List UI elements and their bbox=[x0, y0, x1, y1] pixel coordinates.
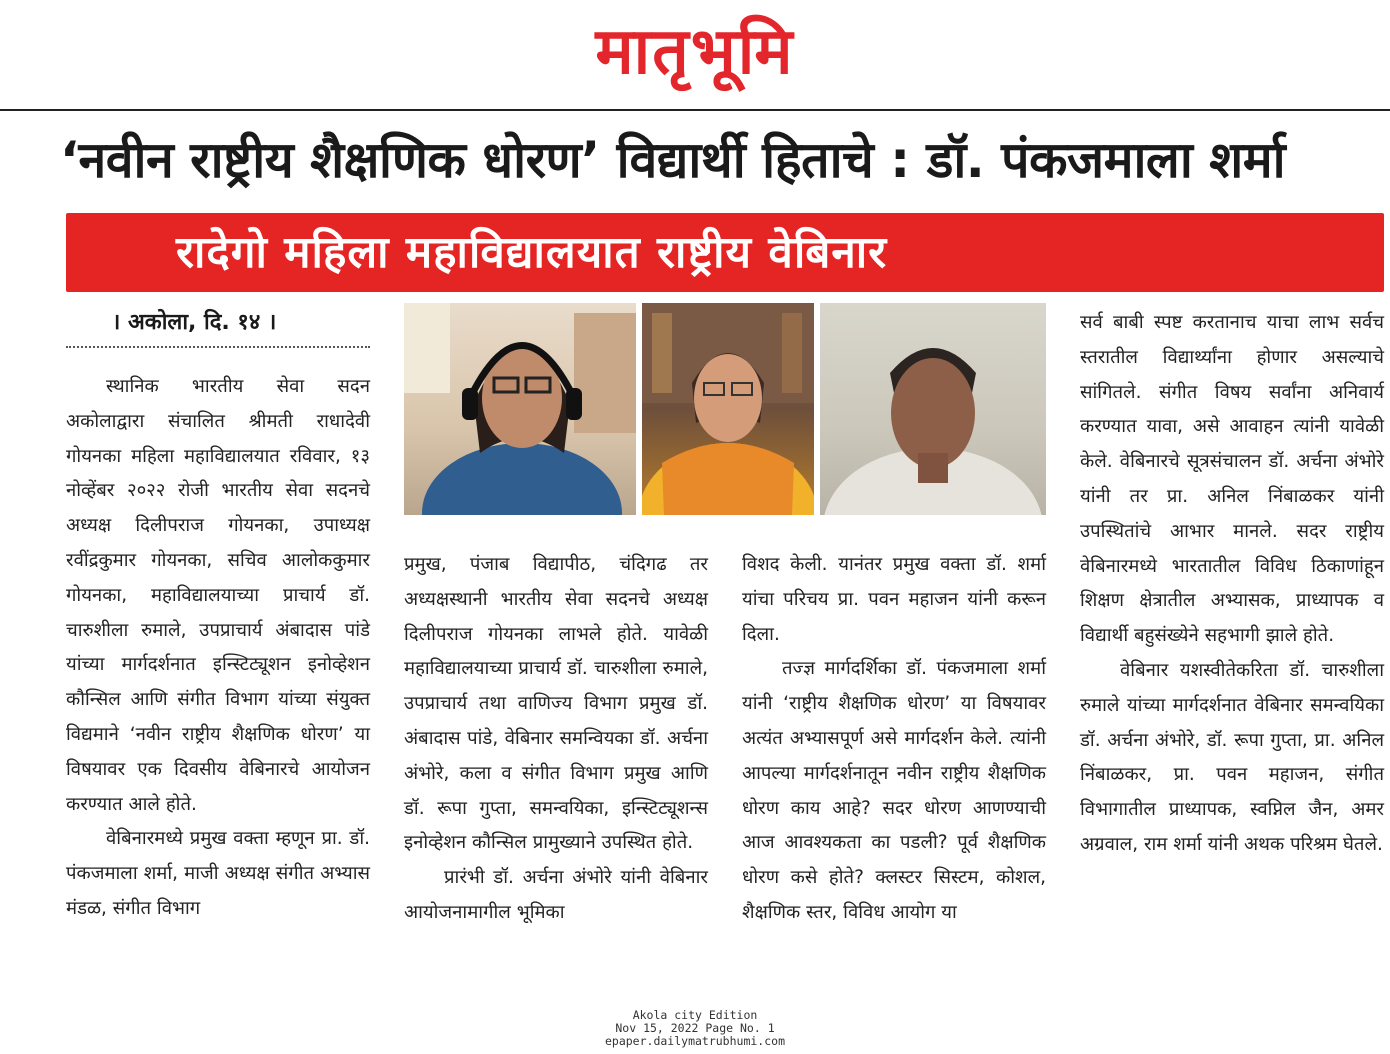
article-column-4 bbox=[1080, 306, 1384, 863]
paragraph: सर्व बाबी स्पष्ट करतानाच याचा लाभ सर्वच स्तरातील विद्यार्थ्यांना होणार असल्याचे सांगितले. संगीत विषय सर्वांना अनिवार्य करण्यात यावा, असे आवाहन त्यांनी यावेळी केले. वेबिनारचे सूत्रसंचालन डॉ. अर्चना अंभोरे यांनी तर प्रा. अनिल निंबाळकर यांनी उपस्थितांचे आभार मानले. सदर राष्ट्रीय वेबिनारमध्ये भारतातील विविध ठिकाणांहून शिक्षण क्षेत्रातील अभ्यासक, प्राध्यापक व विद्यार्थी बहुसंख्येने सहभागी झाले होते. bbox=[1080, 312, 1384, 647]
article-column-2 bbox=[404, 548, 708, 931]
paragraph: प्रमुख, पंजाब विद्यापीठ, चंदिगढ तर अध्यक्षस्थानी भारतीय सेवा सदनचे अध्यक्ष दिलीपराज गोयनका लाभले होते. यावेळी महाविद्यालयाच्या प्राचार्य डॉ. चारुशीला रुमाले, उपप्राचार्य तथा वाणिज्य विभाग प्रमुख डॉ. अंबादास पांडे, वेबिनार समन्वियका डॉ. अर्चना अंभोरे, कला व संगीत विभाग प्रमुख आणि डॉ. रूपा गुप्ता, समन्वयिका, इन्स्टिट्यूशन्स इनोव्हेशन कौन्सिल प्रामुख्याने उपस्थित होते. bbox=[404, 554, 708, 854]
paragraph: प्रारंभी डॉ. अर्चना अंभोरे यांनी वेबिनार आयोजनामागील भूमिका bbox=[404, 867, 708, 923]
subheadline: रादेगो महिला महाविद्यालयात राष्ट्रीय वेबिनार bbox=[176, 227, 888, 278]
paragraph: तज्ज्ञ मार्गदर्शिका डॉ. पंकजमाला शर्मा यांनी ‘राष्ट्रीय शैक्षणिक धोरण’ या विषयावर अत्यंत अभ्यासपूर्ण असे मार्गदर्शन केले. त्यांनी आपल्या मार्गदर्शनातून नवीन राष्ट्रीय शैक्षणिक धोरण काय आहे? सदर धोरण आणण्याची आज आवश्यकता का पडली? पूर्व शैक्षणिक धोरण कसे होते? क्लस्टर सिस्टम, कोशल, शैक्षणिक स्तर, विविध आयोग या bbox=[742, 658, 1046, 923]
epaper-footer bbox=[560, 1009, 830, 1048]
masthead-divider bbox=[0, 109, 1390, 111]
masthead-logo: मातृभूमि bbox=[595, 15, 795, 89]
photo-chief-speaker bbox=[642, 303, 814, 515]
photo-participant bbox=[820, 303, 1046, 515]
photo-speaker-headset bbox=[404, 303, 636, 515]
footer-edition: Akola city Edition bbox=[632, 1008, 758, 1022]
paragraph: विशद केली. यानंतर प्रमुख वक्ता डॉ. शर्मा यांचा परिचय प्रा. पवन महाजन यांनी करून दिला. bbox=[742, 554, 1046, 645]
footer-url: epaper.dailymatrubhumi.com bbox=[604, 1034, 785, 1048]
footer-date-page: Nov 15, 2022 Page No. 1 bbox=[615, 1021, 775, 1035]
article-column-3 bbox=[742, 548, 1046, 931]
dateline: । अकोला, दि. १४ । bbox=[112, 310, 277, 335]
headline: ‘नवीन राष्ट्रीय शैक्षणिक धोरण’ विद्यार्थी हिताचे : डॉ. पंकजमाला शर्मा bbox=[60, 131, 1286, 189]
paragraph: स्थानिक भारतीय सेवा सदन अकोलाद्वारा संचालित श्रीमती राधादेवी गोयनका महिला महाविद्यालयात रविवार, १३ नोव्हेंबर २०२२ रोजी भारतीय सेवा सदनचे अध्यक्ष दिलीपराज गोयनका, उपाध्यक्ष रवींद्रकुमार गोयनका, सचिव आलोककुमार गोयनका, महाविद्यालयाच्या प्राचार्य डॉ. चारुशीला रुमाले, उपप्राचार्य अंबादास पांडे यांच्या मार्गदर्शनात इन्स्टिट्यूशन इनोव्हेशन कौन्सिल आणि संगीत विभाग यांच्या संयुक्त विद्यमाने ‘नवीन राष्ट्रीय शैक्षणिक धोरण’ या विषयावर एक दिवसीय वेबिनारचे आयोजन करण्यात आले होते. bbox=[66, 376, 370, 815]
paragraph: वेबिनार यशस्वीतेकरिता डॉ. चारुशीला रुमाले यांच्या मार्गदर्शनात वेबिनार समन्वयिका डॉ. अर्चना अंभोरे, डॉ. रूपा गुप्ता, प्रा. अनिल निंबाळकर, प्रा. पवन महाजन, संगीत विभागातील प्राध्यापक, स्वप्निल जैन, अमर अग्रवाल, राम शर्मा यांनी अथक परिश्रम घेतले. bbox=[1080, 659, 1384, 855]
paragraph: वेबिनारमध्ये प्रमुख वक्ता म्हणून प्रा. डॉ. पंकजमाला शर्मा, माजी अध्यक्ष संगीत अभ्यास मंडळ, संगीत विभाग bbox=[66, 828, 370, 919]
subheadline-bar bbox=[66, 213, 1384, 292]
dateline-divider bbox=[66, 346, 370, 348]
article-column-1 bbox=[66, 370, 370, 927]
